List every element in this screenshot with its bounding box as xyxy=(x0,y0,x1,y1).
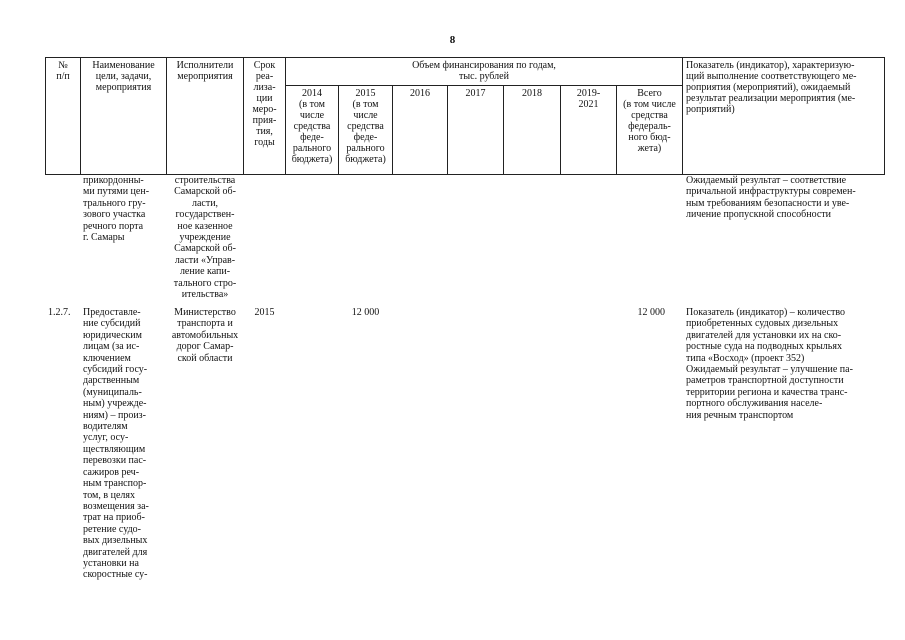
top-rule xyxy=(45,57,885,58)
row-127-total-value: 12 000 xyxy=(637,307,665,318)
cont-row-executors: строительства Самарской об- ласти, государствен- ное казенное учреждение Самарской об- ласти «Управ- ление капи- тального стро- ительства» xyxy=(173,175,237,301)
funding-subrule xyxy=(285,85,682,86)
header-funding-title: Объем финансирования по годам, тыс. рублей xyxy=(412,60,556,82)
cont-row-indicator: Ожидаемый результат – соответствие причальной инфраструктуры современ- ным требованиям безопасности и уве- личение пропускной способности xyxy=(686,175,856,221)
header-indicator: Показатель (индикатор), характеризую- щий выполнение соответствующего ме- роприятия (мероприятий), ожидаемый результат реализации мероприятия (ме- роприятий) xyxy=(686,60,857,115)
row-127-2015-value: 12 000 xyxy=(351,307,380,318)
row-127-number: 1.2.7. xyxy=(48,307,71,318)
row-127-executors: Министерство транспорта и автомобильных дорог Самар- ской области xyxy=(171,307,239,364)
header-term: Срок реа- лиза- ции меро- прия- тия, годы xyxy=(252,60,277,148)
row-127-name: Предоставле- ние субсидий юридическим лицам (за ис- ключением субсидий госу- дарственным (муниципаль- ным) учрежде- ниям) – произ- водителям услуг, осу- ществляющим перевозки пас- сажиров реч- ным транспор- том, в целях возмещения за- трат на приоб- ретение судо- вых дизельных двигателей для установки на скоростные су- xyxy=(83,307,149,581)
header-2016: 2016 xyxy=(410,88,430,99)
header-2015: 2015 (в том числе средства феде- рального бюджета) xyxy=(345,88,386,165)
header-2018: 2018 xyxy=(522,88,542,99)
row-127-indicator: Показатель (индикатор) – количество приобретенных судовых дизельных двигателей для установки их на ско- ростные суда на подводных крыльях типа «Восход» (проект 352) Ожидаемый результат – улучшение па- раметров транспортной доступности территории региона и качества транс- портного обслуживания населе- ния речным транспортом xyxy=(686,307,853,421)
header-2017: 2017 xyxy=(465,88,486,99)
row-127-term: 2015 xyxy=(254,307,275,318)
header-2019-2021: 2019- 2021 xyxy=(576,88,601,110)
col-sep xyxy=(884,57,885,175)
cont-row-name: прикордонны- ми путями цен- трального гру- зового участка речного порта г. Самары xyxy=(83,175,150,244)
col-sep xyxy=(682,57,683,175)
page-number: 8 xyxy=(449,34,456,46)
header-num: № п/п xyxy=(56,60,70,82)
header-executors: Исполнители мероприятия xyxy=(176,60,234,82)
header-2014: 2014 (в том числе средства феде- рального бюджета) xyxy=(291,88,333,165)
header-name: Наименование цели, задачи, мероприятия xyxy=(92,60,155,93)
header-total: Всего (в том числе средства федераль- ного бюд- жета) xyxy=(623,88,676,154)
